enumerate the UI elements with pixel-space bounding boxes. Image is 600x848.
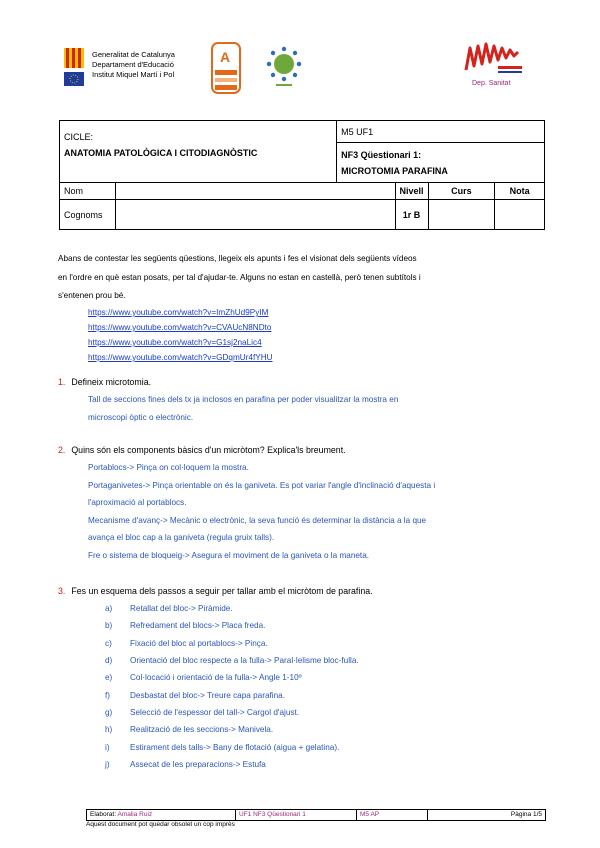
list-item: d) Orientació del bloc respecte a la fulla-> Paral·lelisme bloc-fulla. — [105, 656, 359, 666]
list-item: g) Selecció de l'espessor del tall-> Cargol d'ajust. — [105, 707, 300, 717]
nom-field[interactable] — [115, 183, 395, 200]
list-item: e) Col·locació i orientació de la fulla-> Angle 1-10º — [105, 673, 302, 683]
question-3: 3. Fes un esquema dels passos a seguir per tallar amb el micròtom de parafina. — [58, 586, 373, 596]
answer-1: Tall de seccions fines dels tx ja inclosos en parafina per poder visualitzar la mostra en microscopi òptic o electrònic. — [88, 395, 399, 422]
video-link-3[interactable]: https://www.youtube.com/watch?v=G1sj2naLic4 — [88, 338, 262, 347]
nivell-header: Nivell — [395, 183, 428, 200]
video-link-4[interactable]: https://www.youtube.com/watch?v=GDqmUr4fYHU — [88, 353, 273, 362]
footer-author: Elaborat: Amalia Ruiz — [87, 810, 236, 820]
curs-header: Curs — [428, 183, 495, 200]
sanitat-logo — [462, 40, 528, 90]
sanitat-wave-icon — [462, 40, 528, 80]
list-item: f) Desbastat del bloc-> Treure capa parafina. — [105, 690, 285, 700]
intro-paragraph: Abans de contestar les següents qüestions, llegeix els apunts i fes el visionat dels següents vídeos en l'ordre en què estan posats, per tal d'ajudar-te. Alguns no estan en castellà, però tenen subtítols i s'entenen prou bé. — [58, 254, 421, 300]
video-link-1[interactable]: https://www.youtube.com/watch?v=ImZhUd9PyIM — [88, 308, 269, 317]
sanitat-label: Dep. Sanitat — [472, 80, 511, 87]
circle-people-logo — [262, 44, 306, 90]
list-item: b) Refredament del blocs-> Placa freda. — [105, 621, 266, 631]
svg-text:A: A — [220, 49, 231, 65]
video-links — [88, 305, 273, 365]
nom-label: Nom — [60, 183, 116, 200]
question-1: 1. Defineix microtomia. — [58, 377, 152, 387]
answer-2: Portablocs-> Pinça on col·loquem la mostra. Portaganivetes-> Pinça orientable on és la ganiveta. Es pot variar l'angle d'inclinació d'aquesta i l'aproximació al portablocs. Mecanisme d'avanç-> Mecànic o electrònic, la seva funció és determinar la distància a la que avança el bloc cap a la ganiveta (regula gruix talls). Fre o sistema de bloqueig-> Asegura el moviment de la ganiveta o la maneta. — [88, 463, 436, 560]
cicle-value-cell: ANATOMIA PATOLÒGICA I CITODIAGNÒSTIC — [60, 143, 337, 183]
list-item: i) Estirament dels talls-> Bany de flotació (aigua + gelatina). — [105, 742, 340, 752]
quiz-title-cell: NF3 Qüestionari 1: MICROTOMIA PARAFINA — [337, 143, 545, 183]
nota-header: Nota — [495, 183, 545, 200]
nota-field[interactable] — [495, 200, 545, 230]
list-item: c) Fixació del bloc al portablocs-> Pinça. — [105, 638, 268, 648]
institution-text: Generalitat de Catalunya Departament d'Educació Institut Miquel Martí i Pol — [92, 50, 175, 79]
footer-note: Aquest document pot quedar obsolet un cop imprès — [86, 821, 235, 828]
student-info-table — [59, 120, 545, 230]
quality-a-logo — [211, 42, 241, 94]
nivell-value: 1r B — [395, 200, 428, 230]
list-item: j) Assecat de les preparacions-> Estufa — [105, 759, 266, 769]
cognoms-field[interactable] — [115, 200, 395, 230]
module-cell: M5 UF1 — [337, 121, 545, 143]
question-2: 2. Quins són els components bàsics d'un micròtom? Explica'ls breument. — [58, 445, 346, 455]
curs-field[interactable] — [428, 200, 495, 230]
footer-unit: UF1 NF3 Qüestionari 1 — [236, 810, 357, 820]
list-item: h) Realització de les seccions-> Manivela. — [105, 725, 274, 735]
page-footer — [86, 809, 546, 821]
video-link-2[interactable]: https://www.youtube.com/watch?v=CVAUcN8NDto — [88, 323, 272, 332]
steps-list — [105, 600, 359, 773]
footer-module: M5 AP — [357, 810, 428, 820]
cicle-label-cell: CICLE: — [60, 121, 337, 143]
cognoms-label: Cognoms — [60, 200, 116, 230]
generalitat-logo — [64, 48, 84, 88]
list-item: a) Retallat del bloc-> Piràmide. — [105, 604, 233, 614]
footer-page: Pàgina 1/5 — [510, 811, 542, 818]
